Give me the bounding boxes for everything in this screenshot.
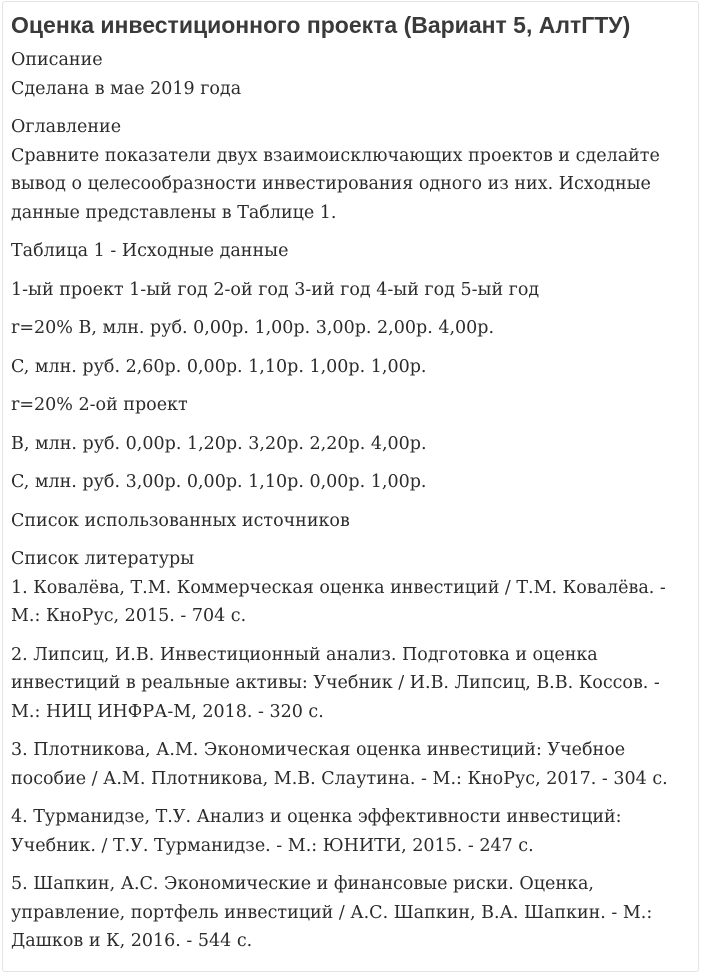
table-line-project2-header: r=20% 2-ой проект [11, 395, 188, 415]
literature-item-2: 2. Липсиц, И.В. Инвестиционный анализ. Подготовка и оценка инвестиций в реальные активы: Учебник / И.В. Липсиц, В.В. Коссов. - М.: НИЦ ИНФРА-М, 2018. - 320 с. [11, 644, 660, 722]
description-text: Сделана в мае 2019 года [11, 78, 242, 99]
table-line-project2-b: B, млн. руб. 0,00р. 1,20р. 3,20р. 2,20р. 4,00р. [11, 433, 427, 454]
sources-heading: Список использованных источников [11, 510, 350, 531]
contents-section [11, 113, 690, 227]
table-line-project1-b: r=20% B, млн. руб. 0,00р. 1,00р. 3,00р. 2,00р. 4,00р. [11, 318, 495, 338]
page-title: Оценка инвестиционного проекта (Вариант 5, АлтГТУ) [11, 12, 631, 38]
table-caption: Таблица 1 - Исходные данные [11, 241, 289, 261]
table-line-header: 1-ый проект 1-ый год 2-ой год 3-ий год 4-ый год 5-ый год [11, 279, 540, 300]
contents-text: Сравните показатели двух взаимоисключающих проектов и сделайте вывод о целесообразности инвестирования одного из них. Исходные данные представлены в Таблице 1. [11, 145, 660, 223]
description-heading: Описание [11, 50, 103, 70]
literature-item-3: 3. Плотникова, А.М. Экономическая оценка инвестиций: Учебное пособие / А.М. Плотникова, М.В. Слаутина. - М.: КноРус, 2017. - 304 с. [11, 740, 668, 789]
table-line-project1-c: C, млн. руб. 2,60р. 0,00р. 1,10р. 1,00р. 1,00р. [11, 356, 427, 377]
literature-item [11, 545, 690, 631]
literature-heading: Список литературы [11, 549, 195, 569]
literature-item-4: 4. Турманидзе, Т.У. Анализ и оценка эффективности инвестиций: Учебник. / Т.У. Турманидзе. - М.: ЮНИТИ, 2015. - 247 с. [11, 807, 622, 856]
literature-item-5: 5. Шапкин, А.С. Экономические и финансовые риски. Оценка, управление, портфель инвестиций / А.С. Шапкин, В.А. Шапкин. - М.: Дашков и К, 2016. - 544 с. [11, 874, 653, 951]
description-section [11, 46, 690, 103]
table-line-project2-c: C, млн. руб. 3,00р. 0,00р. 1,10р. 0,00р. 1,00р. [11, 472, 427, 492]
literature-item-1: 1. Ковалёва, Т.М. Коммерческая оценка инвестиций / Т.М. Ковалёва. - М.: КноРус, 2015. - 704 с. [11, 577, 666, 626]
document-page [2, 1, 699, 972]
contents-heading: Оглавление [11, 117, 122, 137]
